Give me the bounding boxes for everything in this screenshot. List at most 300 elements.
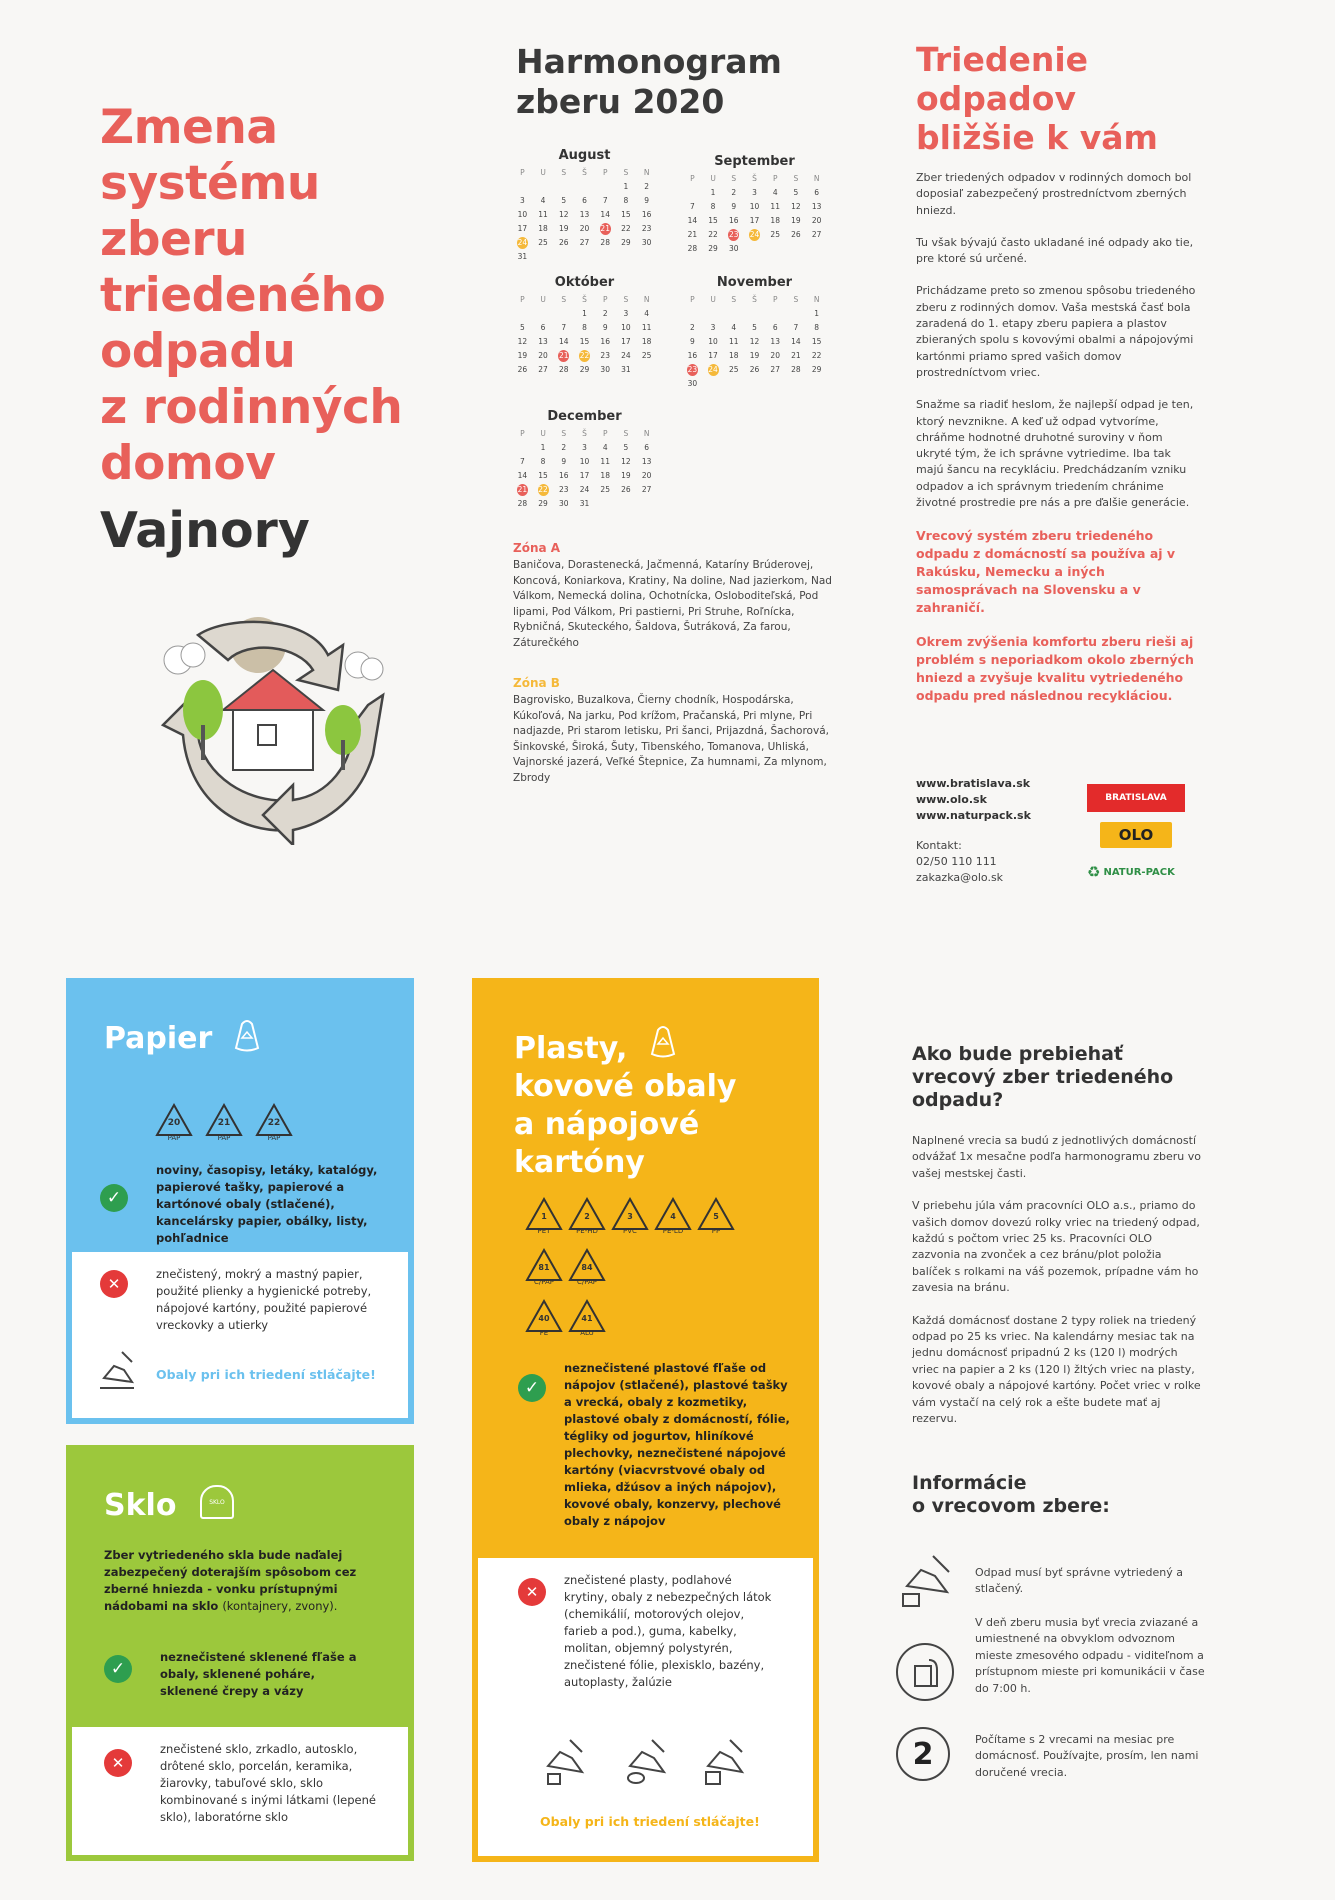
weekday-header: P — [690, 295, 695, 304]
recycle-code-number: 1 — [541, 1212, 547, 1221]
recycle-code-number: 3 — [627, 1212, 633, 1221]
calendar-day: 17 — [579, 471, 590, 480]
calendar-day: 26 — [517, 365, 528, 374]
highlight-paragraph: Vrecový systém zberu triedeného odpadu z domácností sa používa aj v Rakúsku, Nemecku a iných samosprávach na Slovensku a v zahraničí. — [916, 528, 1176, 616]
recycle-code-label: PAP — [267, 1134, 281, 1142]
recycle-code-icon — [524, 1196, 564, 1235]
empty-day — [512, 442, 533, 454]
info-title — [912, 1472, 1110, 1518]
calendar-day: 28 — [559, 365, 569, 374]
main-title — [100, 100, 430, 492]
recycle-code-icon — [696, 1196, 736, 1235]
calendar-day: 2 — [561, 443, 567, 452]
right-title-line: odpadov — [916, 79, 1076, 118]
collection-day-zone-a: 21 — [559, 351, 569, 360]
calendar-day: 10 — [517, 210, 528, 219]
calendar-day: 3 — [752, 188, 757, 197]
calendar-day: 14 — [600, 210, 610, 219]
calendar-day: 9 — [689, 337, 695, 346]
calendar-day: 6 — [540, 323, 546, 332]
calendar-day: 18 — [770, 216, 780, 225]
calendar-day: 30 — [687, 379, 698, 388]
calendar-day: 29 — [621, 238, 631, 247]
process-title: Ako bude prebiehať vrecový zber triedeného odpadu? — [912, 1043, 1174, 1111]
calendar-day: 10 — [621, 323, 631, 332]
paragraph: Snažme sa riadiť heslom, že najlepší odpad je ten, ktorý nevznikne. A keď už odpad vytvoríme, chráňme hodnotné druhotné suroviny v ňom ukryté tým, že ich správne vytriedime. Iba tak majú šancu na recykláciu. Predchádzaním vzniku odpadov a ich správnym triedením chránime životné prostredie pre nás a pre ďalšie generácie. — [916, 398, 1194, 510]
collection-day-zone-a: 21 — [517, 485, 528, 494]
calendar-day: 20 — [538, 351, 548, 360]
main-title-line: odpadu — [100, 324, 296, 379]
calendar-day: 12 — [559, 210, 569, 219]
calendar-day: 8 — [540, 457, 546, 466]
cross-icon: ✕ — [100, 1270, 128, 1298]
collection-day-zone-b: 24 — [517, 238, 528, 247]
calendar-day: 6 — [644, 443, 650, 452]
calendar-day: 30 — [600, 365, 610, 374]
right-title-line: bližšie k vám — [916, 118, 1158, 157]
recycle-code-label: FE — [539, 1329, 549, 1337]
calendar-day: 13 — [579, 210, 590, 219]
calendar-day: 1 — [582, 309, 587, 318]
calendar-day: 29 — [538, 499, 548, 508]
calendar-day: 9 — [731, 202, 737, 211]
naturpack-logo-text: NATUR-PACK — [1103, 866, 1175, 878]
recycle-code-number: 40 — [538, 1314, 550, 1323]
calendar-day: 9 — [561, 457, 567, 466]
calendar-day: 19 — [791, 216, 801, 225]
empty-day — [512, 181, 533, 193]
calendar-day: 25 — [600, 485, 610, 494]
zone-b — [513, 676, 833, 786]
recycle-code-icon — [524, 1298, 564, 1337]
papier-forbidden: znečistený, mokrý a mastný papier, použité plienky a hygienické potreby, nápojové kartóny, použité papierové vreckovky a utierky — [156, 1267, 372, 1332]
weekday-header: P — [772, 295, 778, 304]
calendar-day: 14 — [791, 337, 801, 346]
right-title-line: Triedenie — [916, 40, 1089, 79]
calendar-day: 12 — [791, 202, 801, 211]
calendar-day: 23 — [600, 351, 610, 360]
link-naturpack[interactable]: www.naturpack.sk — [916, 809, 1031, 822]
plasty-forbidden: znečistené plasty, podlahové krytiny, obaly z nebezpečných látok (chemikálií, motorových olejov, farieb a pod.), guma, kabelky, molitan, objemný polystyrén, znečistené fólie, plexisklo, bazény, autoplasty, žalúzie — [564, 1573, 772, 1689]
link-bratislava[interactable]: www.bratislava.sk — [916, 777, 1031, 790]
plasty-title-line: Plasty, — [514, 1031, 628, 1066]
month-name: September — [714, 154, 795, 169]
calendar-day: 15 — [538, 471, 548, 480]
calendar-day: 5 — [561, 196, 567, 205]
weekday-header: S — [561, 168, 567, 177]
month-days-grid — [512, 294, 657, 376]
calendar-day: 19 — [517, 351, 528, 360]
harmonogram-title-line: Harmonogram — [516, 42, 782, 81]
calendar-day: 29 — [708, 244, 718, 253]
recycle-code-number: 84 — [581, 1263, 593, 1272]
empty-day — [533, 308, 554, 320]
olo-logo — [1100, 822, 1172, 848]
weekday-header: S — [623, 295, 629, 304]
recycle-code-icon — [252, 1102, 296, 1142]
calendar-day: 11 — [600, 457, 610, 466]
info-item-1: Odpad musí byť správne vytriedený a stlačený. — [975, 1566, 1183, 1596]
calendar-day: 18 — [538, 224, 548, 233]
bratislava-logo — [1087, 784, 1185, 812]
month-calendar — [682, 154, 827, 255]
calendar-day: 20 — [641, 471, 652, 480]
sklo-intro — [104, 1547, 389, 1615]
empty-day — [744, 308, 765, 320]
month-calendar — [512, 275, 657, 376]
calendar-day: 4 — [772, 188, 778, 197]
calendar-day: 13 — [641, 457, 652, 466]
calendar-day: 4 — [602, 443, 608, 452]
calendar-day: 19 — [749, 351, 760, 360]
weekday-header: N — [813, 174, 820, 183]
calendar-day: 14 — [559, 337, 569, 346]
contact-label: Kontakt: — [916, 839, 962, 852]
empty-day — [595, 181, 616, 193]
calendar-day: 26 — [621, 485, 631, 494]
weekday-header: U — [710, 295, 716, 304]
empty-day — [553, 181, 574, 193]
calendar-day: 5 — [752, 323, 757, 332]
calendar-day: 26 — [749, 365, 760, 374]
calendar-day: 28 — [600, 238, 610, 247]
papier-forbidden-panel — [72, 1252, 408, 1418]
calendar-day: 1 — [623, 182, 629, 191]
calendar-day: 8 — [623, 196, 629, 205]
empty-day — [512, 308, 533, 320]
calendar-day: 17 — [749, 216, 760, 225]
papier-title: Papier — [104, 1021, 213, 1056]
plasty-title-line: a nápojové — [514, 1107, 700, 1142]
contact-email[interactable]: zakazka@olo.sk — [916, 871, 1004, 884]
empty-day — [703, 308, 724, 320]
calendar-day: 10 — [579, 457, 590, 466]
collection-day-zone-b: 22 — [538, 485, 548, 494]
empty-day — [533, 181, 554, 193]
sklo-forbidden-panel — [72, 1727, 408, 1855]
calendar-day: 28 — [687, 244, 698, 253]
calendar-day: 11 — [729, 337, 739, 346]
weekday-header: P — [520, 295, 525, 304]
glass-bell-icon — [200, 1485, 234, 1519]
calendar-day: 4 — [540, 196, 546, 205]
recycle-code-icon — [524, 1247, 564, 1286]
right-text — [916, 170, 1196, 721]
sklo-intro-bold: Zber vytriedeného skla bude naďalej zabezpečený doterajším spôsobom cez zberné hniezda - vonku prístupnými nádobami na sklo — [104, 1548, 357, 1613]
papier-note: Obaly pri ich triedení stláčajte! — [156, 1367, 376, 1382]
calendar-day: 7 — [602, 196, 608, 205]
empty-day — [786, 308, 807, 320]
calendar-day: 28 — [517, 499, 528, 508]
plasty-codes-row — [524, 1247, 607, 1286]
weekday-header: U — [710, 174, 716, 183]
zone-b-streets: Bagrovisko, Buzalkova, Čierny chodník, Hospodárska, Kúkoľová, Na jarku, Pod krížom, Pračanská, Pri mlyne, Pri nadjazde, Pri starom letisku, Pri šanci, Prijazdná, Šachorová, Šinkovské, Široká, Šuty, Tibenského, Tomanova, Uhliská, Vajnorské jazerá, Veľké Štepnice, Za humnami, Za mlynom, Zbrody — [513, 694, 829, 784]
recycle-code-label: PE-LD — [662, 1227, 684, 1235]
plasty-title — [514, 1030, 774, 1182]
calendar-day: 5 — [519, 323, 525, 332]
calendar-day: 2 — [602, 309, 608, 318]
main-title-line: zberu — [100, 212, 248, 267]
cross-icon: ✕ — [104, 1749, 132, 1777]
collection-day-zone-b: 24 — [749, 230, 760, 239]
recycle-code-number: 4 — [670, 1212, 676, 1221]
collection-day-zone-b: 24 — [708, 365, 718, 374]
collection-day-zone-a: 23 — [729, 230, 739, 239]
recycle-code-label: PP — [711, 1227, 721, 1235]
empty-day — [723, 308, 744, 320]
calendar-day: 20 — [579, 224, 590, 233]
empty-day — [553, 308, 574, 320]
calendar-day: 16 — [641, 210, 652, 219]
calendar-day: 3 — [710, 323, 716, 332]
month-days-grid — [682, 173, 827, 255]
zone-a-label: Zóna A — [513, 541, 561, 555]
calendar-day: 13 — [811, 202, 822, 211]
sklo-card — [66, 1445, 414, 1861]
month-days-grid — [512, 428, 657, 510]
calendar-day: 1 — [710, 188, 716, 197]
month-days-grid — [512, 167, 657, 263]
weekday-header: S — [731, 295, 737, 304]
calendar-day: 21 — [791, 351, 801, 360]
recycle-code-label: ALU — [580, 1329, 594, 1337]
plasty-codes-row — [524, 1196, 736, 1235]
info-title-line: Informácie — [912, 1472, 1027, 1494]
plasty-title-line: kartóny — [514, 1145, 645, 1180]
calendar-day: 18 — [641, 337, 652, 346]
contact-phone: 02/50 110 111 — [916, 855, 997, 868]
house-recycle-arrows-illustration — [158, 615, 388, 845]
right-title — [916, 40, 1216, 157]
calendar-day: 25 — [729, 365, 739, 374]
recycle-code-icon — [152, 1102, 196, 1142]
calendar-day: 7 — [793, 323, 799, 332]
calendar-day: 27 — [538, 365, 548, 374]
calendar-day: 2 — [731, 188, 737, 197]
weekday-header: Š — [582, 295, 587, 304]
calendar-day: 23 — [559, 485, 569, 494]
compress-shoe-icon — [893, 1550, 957, 1614]
calendar-day: 31 — [621, 365, 631, 374]
weekday-header: S — [793, 174, 799, 183]
plasty-forbidden-panel — [478, 1558, 813, 1856]
collection-day-zone-b: 22 — [579, 351, 590, 360]
info-item-2: V deň zberu musia byť vrecia zviazané a umiestnené na obvyklom odvoznom mieste zmesového odpadu - viditeľnom a prístupnom mieste pri komunikácii v čase do 7:00 h. — [975, 1616, 1205, 1695]
recycle-code-number: 81 — [538, 1263, 550, 1272]
paragraph: Každá domácnosť dostane 2 typy roliek na triedený odpad po 25 ks vriec. Na kalendárny mesiac tak na jednu domácnosť pripadnú 2 ks (120 l) modrých vriec na papier a 2 ks (120 l) žltých vriec na plasty, kovové obaly a nápojové kartóny. Počet vriec v rolke vám vystačí na celý rok a ešte budete mať aj rezervu. — [912, 1313, 1201, 1426]
recycle-code-icon — [567, 1298, 607, 1337]
bag-icon — [648, 1024, 678, 1060]
calendar-day: 19 — [559, 224, 569, 233]
check-icon: ✓ — [518, 1374, 546, 1402]
recycle-code-number: 20 — [167, 1118, 181, 1128]
recycle-code-number: 21 — [217, 1118, 231, 1128]
process-text — [912, 1133, 1202, 1444]
naturpack-leaf-icon: ♻ — [1087, 863, 1101, 881]
recycle-code-icon — [610, 1196, 650, 1235]
month-name: Október — [554, 275, 615, 290]
recycle-code-label: PAP — [217, 1134, 231, 1142]
recycle-code-label: C/PAP — [576, 1278, 598, 1286]
paragraph: Tu však bývajú často ukladané iné odpady ako tie, pre ktoré sú určené. — [916, 235, 1194, 266]
olo-logo-text: OLO — [1118, 826, 1154, 844]
collection-day-zone-a: 21 — [600, 224, 610, 233]
bratislava-logo-text: BRATISLAVA — [1105, 793, 1167, 803]
sklo-forbidden: znečistené sklo, zrkadlo, autosklo, drôtené sklo, porcelán, keramika, žiarovky, tabuľové sklo, sklo kombinované s inými látkami (lepené sklo), laboratórne sklo — [160, 1742, 376, 1824]
calendar-day: 10 — [749, 202, 760, 211]
weekday-header: N — [813, 295, 820, 304]
info-item-3: Počítame s 2 vrecami na mesiac pre domácnosť. Používajte, prosím, len nami doručené vrecia. — [975, 1733, 1199, 1779]
calendar-day: 18 — [729, 351, 739, 360]
recycle-code-number: 2 — [584, 1212, 590, 1221]
empty-day — [682, 187, 703, 199]
calendar-day: 25 — [538, 238, 548, 247]
calendar-day: 17 — [517, 224, 528, 233]
plasty-allowed: neznečistené plastové fľaše od nápojov (stlačené), plastové tašky a vrecká, obaly z kozmetiky, plastové obaly z domácností, fólie, tégliky od jogurtov, hliníkové plechovky, neznečistené nápojové kartóny (viacvrstvové obaly od mlieka, džúsov a iných nápojov), kovové obaly, konzervy, plechové obaly z nápojov — [564, 1361, 790, 1528]
month-name: November — [716, 275, 793, 290]
calendar-day: 6 — [772, 323, 778, 332]
weekday-header: U — [540, 295, 546, 304]
sklo-allowed: neznečistené sklenené fľaše a obaly, sklenené poháre, sklenené črepy a vázy — [160, 1650, 357, 1698]
weekday-header: P — [690, 174, 695, 183]
calendar-day: 16 — [687, 351, 698, 360]
calendar-day: 27 — [811, 230, 822, 239]
sklo-intro-normal: (kontajnery, zvony). — [222, 1599, 338, 1613]
weekday-header: N — [643, 429, 650, 438]
recycle-code-icon — [653, 1196, 693, 1235]
weekday-header: P — [602, 168, 608, 177]
recycle-code-label: C/PAP — [533, 1278, 555, 1286]
calendar-day: 13 — [770, 337, 780, 346]
month-name: December — [547, 409, 622, 424]
calendar-day: 27 — [641, 485, 652, 494]
plasty-note: Obaly pri ich triedení stláčajte! — [540, 1814, 760, 1829]
calendar-day: 17 — [708, 351, 718, 360]
calendar-day: 31 — [517, 252, 528, 261]
calendar-day: 29 — [579, 365, 590, 374]
recycle-code-label: PET — [537, 1227, 551, 1235]
calendar-day: 11 — [538, 210, 548, 219]
info-title-line: o vrecovom zbere: — [912, 1495, 1110, 1517]
recycle-code-icon — [567, 1247, 607, 1286]
recycle-code-label: PVC — [623, 1227, 637, 1235]
weekday-header: S — [731, 174, 737, 183]
check-icon: ✓ — [104, 1655, 132, 1683]
weekday-header: P — [602, 295, 608, 304]
city-name: Vajnory — [100, 502, 310, 559]
papier-card — [66, 978, 414, 1424]
calendar-day: 26 — [559, 238, 569, 247]
calendar-day: 16 — [729, 216, 739, 225]
calendar-day: 15 — [811, 337, 822, 346]
weekday-header: S — [623, 168, 629, 177]
calendar-day: 27 — [770, 365, 780, 374]
compress-carton-icon — [698, 1736, 750, 1788]
weekday-header: Š — [582, 168, 587, 177]
calendar-day: 3 — [582, 443, 587, 452]
month-calendar — [512, 148, 657, 263]
empty-day — [765, 308, 786, 320]
main-title-line: Zmena — [100, 100, 278, 155]
link-olo[interactable]: www.olo.sk — [916, 793, 987, 806]
calendar-day: 16 — [600, 337, 610, 346]
recycle-code-label: PE-HD — [576, 1227, 598, 1235]
plasty-codes-row — [524, 1298, 607, 1337]
month-name: August — [558, 148, 611, 163]
weekday-header: S — [793, 295, 799, 304]
bag-icon — [232, 1018, 262, 1054]
calendar-day: 8 — [582, 323, 587, 332]
weekday-header: S — [561, 295, 567, 304]
glass-bell-label: SKLO — [209, 1498, 225, 1506]
weekday-header: S — [623, 429, 629, 438]
paragraph: Zber triedených odpadov v rodinných domoch bol doposiaľ zabezpečený prostredníctvom zberných hniezd. — [916, 171, 1192, 217]
calendar-day: 25 — [770, 230, 780, 239]
calendar-day: 15 — [621, 210, 631, 219]
compress-bottle-icon — [538, 1736, 590, 1788]
papier-allowed: noviny, časopisy, letáky, katalógy, papierové tašky, papierové a kartónové obaly (stlačené), kancelársky papier, obálky, listy, pohľadnice — [156, 1163, 378, 1245]
recycle-code-number: 22 — [267, 1118, 281, 1128]
main-title-line: triedeného — [100, 268, 386, 323]
calendar-day: 8 — [814, 323, 820, 332]
calendar-day: 1 — [814, 309, 820, 318]
weekday-header: S — [561, 429, 567, 438]
weekday-header: P — [520, 429, 525, 438]
calendar-day: 9 — [602, 323, 608, 332]
calendar-day: 12 — [749, 337, 760, 346]
calendar-day: 22 — [621, 224, 631, 233]
weekday-header: U — [540, 168, 546, 177]
recycle-code-icon — [202, 1102, 246, 1142]
calendar-day: 23 — [641, 224, 652, 233]
calendar-day: 6 — [814, 188, 820, 197]
recycle-code-number: 5 — [713, 1212, 719, 1221]
weekday-header: Š — [752, 295, 757, 304]
calendar-day: 8 — [710, 202, 716, 211]
calendar-day: 18 — [600, 471, 610, 480]
zone-a-streets: Baničova, Dorastenecká, Jačmenná, Kataríny Brúderovej, Koncová, Koniarkova, Kratiny, Na doline, Nad jazierkom, Nad Válkom, Nemecká dolina, Ochotnícka, Osloboditeľská, Pod lipami, Pod Válkom, Pri pastierni, Pri Struhe, Roľnícka, Rybničná, Skuteckého, Šaldova, Šutráková, Za farou, Záturečkého — [513, 559, 832, 649]
calendar-day: 30 — [641, 238, 652, 247]
calendar-day: 22 — [708, 230, 718, 239]
recycle-code-icon — [567, 1196, 607, 1235]
calendar-day: 22 — [811, 351, 822, 360]
zone-a — [513, 541, 833, 651]
calendar-day: 30 — [559, 499, 569, 508]
curbside-bag-icon — [893, 1640, 957, 1704]
calendar-day: 7 — [689, 202, 695, 211]
calendar-day: 6 — [582, 196, 587, 205]
calendar-day: 11 — [770, 202, 780, 211]
weekday-header: P — [602, 429, 608, 438]
calendar-day: 11 — [641, 323, 652, 332]
calendar-day: 15 — [708, 216, 718, 225]
main-title-line: domov — [100, 436, 276, 491]
calendar-day: 28 — [791, 365, 801, 374]
weekday-header: U — [540, 429, 546, 438]
calendar-day: 10 — [708, 337, 718, 346]
calendar-day: 14 — [517, 471, 528, 480]
calendar-day: 20 — [811, 216, 822, 225]
calendar-day: 30 — [729, 244, 739, 253]
two-bags-badge: 2 — [912, 1736, 934, 1772]
weekday-header: N — [643, 295, 650, 304]
naturpack-logo — [1087, 862, 1187, 882]
calendar-day: 15 — [579, 337, 590, 346]
links — [916, 776, 1031, 824]
calendar-day: 1 — [540, 443, 546, 452]
month-days-grid — [682, 294, 827, 390]
zone-b-label: Zóna B — [513, 676, 560, 690]
